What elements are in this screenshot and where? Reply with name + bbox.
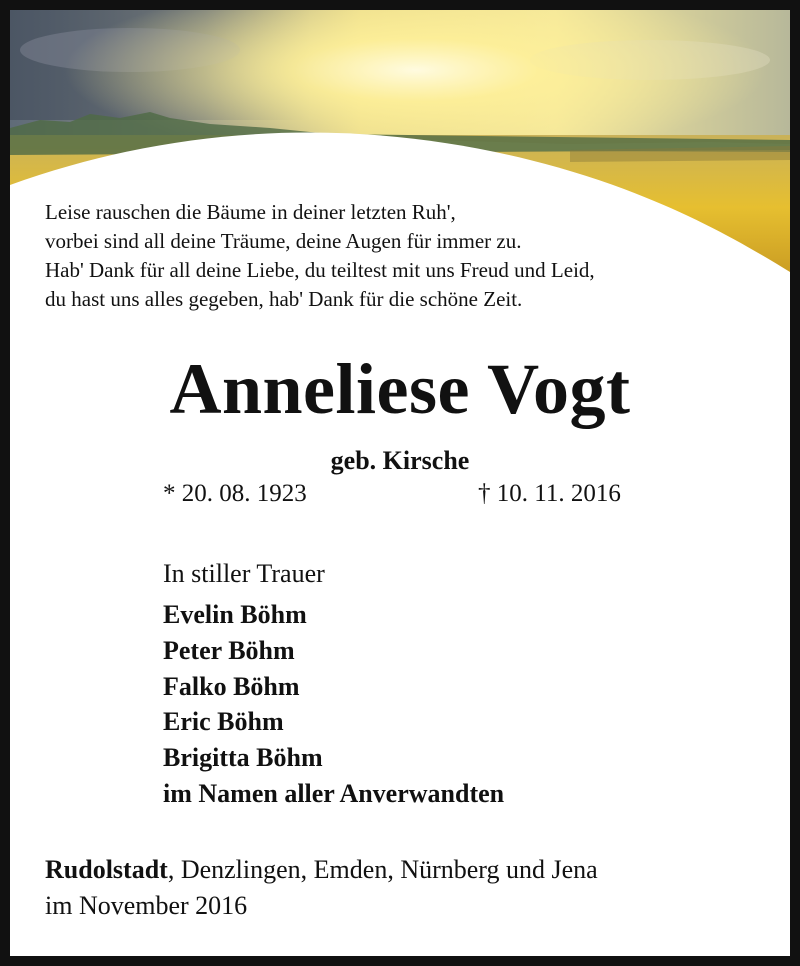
birth-date: * 20. 08. 1923 <box>163 480 307 507</box>
poem-line: Hab' Dank für all deine Liebe, du teiltest mit uns Freud und Leid, <box>45 258 595 282</box>
mourner-name: Brigitta Böhm <box>163 743 323 773</box>
maiden-name: geb. Kirsche <box>330 446 470 475</box>
mourner-name: Falko Böhm <box>163 671 300 701</box>
mourners-list <box>163 597 504 812</box>
footer <box>45 852 598 924</box>
poem-line: vorbei sind all deine Träume, deine Augen für immer zu. <box>45 229 522 253</box>
poem-line: Leise rauschen die Bäume in deiner letzten Ruh', <box>45 200 456 224</box>
mourning-heading: In stiller Trauer <box>163 559 325 588</box>
mourner-name: Evelin Böhm <box>163 600 307 629</box>
footer-cities <box>45 852 598 888</box>
mourner-name: Peter Böhm <box>163 635 295 665</box>
mourner-name: im Namen aller Anverwandten <box>163 778 505 808</box>
deceased-name: Anneliese Vogt <box>169 349 631 429</box>
death-date: † 10. 11. 2016 <box>478 480 621 507</box>
mourner-name: Eric Böhm <box>163 707 284 737</box>
poem <box>45 198 595 314</box>
poem-line: du hast uns alles gegeben, hab' Dank für die schöne Zeit. <box>45 287 523 311</box>
footer-date: im November 2016 <box>45 891 248 920</box>
obituary-content <box>10 10 790 956</box>
city-primary: Rudolstadt <box>45 855 168 884</box>
cities-rest: , Denzlingen, Emden, Nürnberg und Jena <box>167 855 598 884</box>
